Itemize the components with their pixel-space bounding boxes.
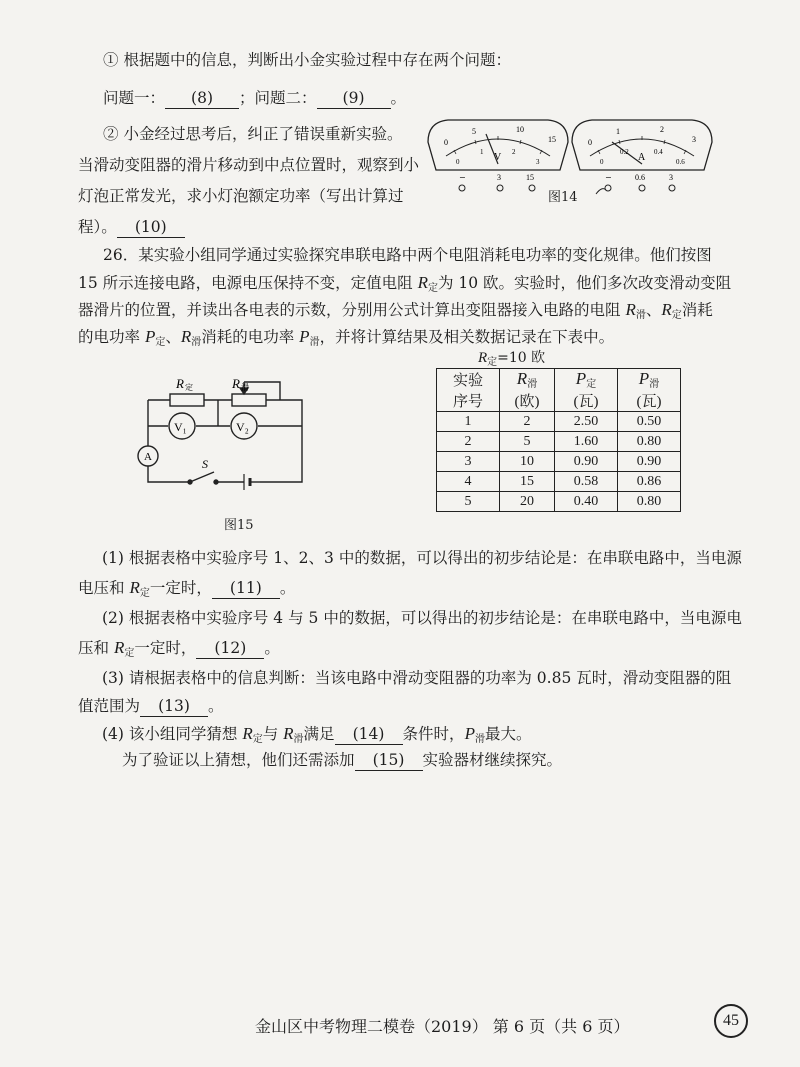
volt-inner-1: 1: [480, 148, 484, 156]
table-title-sub: 定: [487, 357, 498, 368]
item2-marker: ②: [103, 125, 119, 143]
answer-blank-9[interactable]: (9): [317, 88, 391, 109]
q26-line1: 26．某实验小组同学通过实验探究串联电路中两个电阻消耗电功率的变化规律。他们按图: [103, 246, 712, 264]
volt-outer-0: 0: [444, 138, 448, 147]
q4-line2b: 实验器材继续探究。: [422, 751, 563, 769]
table-row: [437, 472, 681, 492]
symbol-R: R: [180, 327, 192, 346]
q26-line4c: 消耗的电功率: [201, 328, 300, 346]
header-r-hua: [500, 369, 555, 412]
volt-inner-3: 3: [536, 158, 540, 166]
table-cell: 10: [500, 452, 555, 472]
subscript-hua: 滑: [309, 337, 320, 348]
header-p-hua: [618, 369, 681, 412]
volt-inner-2: 2: [512, 148, 516, 156]
answer-blank-13[interactable]: (13): [140, 696, 208, 717]
figure-15-circuit: [130, 370, 320, 495]
header-sub: 定: [586, 379, 597, 390]
question-1-line2: [78, 578, 295, 604]
fixed-resistor-icon: [170, 394, 204, 406]
answer-blank-8[interactable]: (8): [165, 88, 239, 109]
question-3-line1: (3) 请根据表格中的信息判断：当该电路中滑动变阻器的功率为 0.85 瓦时，滑动变阻器的阻: [102, 669, 732, 687]
data-table: [436, 368, 681, 512]
voltmeter-icon: [428, 120, 568, 191]
q26-line4a: 的电功率: [78, 328, 145, 346]
table-cell: 2: [500, 412, 555, 432]
subscript-hua: 滑: [635, 310, 646, 321]
q25-item2: [103, 124, 402, 144]
amp-term-neg: −: [605, 173, 612, 182]
volt-term-3: 3: [497, 173, 501, 182]
amp-inner-04: 0.4: [654, 148, 663, 156]
q26-line2: [78, 273, 731, 299]
q1-line2b: 一定时，: [149, 579, 212, 597]
amp-term-3: 3: [669, 173, 673, 182]
header-sub: 滑: [527, 379, 538, 390]
subscript-hua: 滑: [474, 734, 485, 745]
volt-term-neg: −: [459, 173, 466, 182]
header-p-ding: [555, 369, 618, 412]
table-row: [437, 432, 681, 452]
header-sym: R: [516, 369, 528, 388]
q4-line1c: 满足: [303, 725, 335, 743]
q26-line3c: 消耗: [681, 301, 713, 319]
ammeter-unit: A: [638, 152, 646, 163]
subscript-ding: 定: [252, 734, 263, 745]
amp-outer-3: 3: [692, 135, 696, 144]
symbol-R: R: [283, 724, 294, 743]
amp-inner-06: 0.6: [676, 158, 685, 166]
answer-blank-15[interactable]: (15): [355, 750, 423, 771]
period: 。: [264, 639, 280, 657]
label-R-ding-sub: 定: [185, 383, 193, 392]
q4-line1e: 最大。: [484, 725, 532, 743]
question-4-line2: [122, 750, 562, 771]
line5-prefix: 程）。: [78, 218, 117, 236]
q26-line3: [78, 300, 713, 326]
header-sub: 滑: [649, 379, 660, 390]
answer-blank-12[interactable]: (12): [196, 638, 264, 659]
symbol-R: R: [113, 638, 125, 657]
header-seq: [437, 369, 500, 412]
table-row: [437, 452, 681, 472]
table-title-value: =10 欧: [497, 350, 546, 366]
item1-marker: ①: [103, 51, 119, 69]
table-cell: 5: [437, 492, 500, 512]
voltmeter-v2-icon: V₂: [236, 420, 249, 434]
table-cell: 0.90: [618, 452, 681, 472]
table-header-row: [437, 369, 681, 412]
table-cell: 0.80: [618, 432, 681, 452]
amp-outer-1: 1: [616, 127, 620, 136]
voltmeter-v1-icon: V₁: [174, 420, 187, 434]
volt-outer-15: 15: [548, 135, 556, 144]
table-cell: 0.90: [555, 452, 618, 472]
header-sym: P: [638, 369, 650, 388]
symbol-R: R: [242, 724, 253, 743]
header-seq-line1: 实验: [452, 373, 483, 389]
q1-line2a: 电压和: [78, 579, 130, 597]
header-unit: (瓦): [573, 394, 599, 410]
item1-text: 根据题中的信息，判断出小金实验过程中存在两个问题：: [123, 51, 511, 69]
q26-line2b: 为 10 欧。实验时，他们多次改变滑动变阻: [437, 274, 732, 292]
question-2-line1: (2) 根据表格中实验序号 4 与 5 中的数据，可以得出的初步结论是：在串联电路中，当电源电: [102, 609, 742, 627]
header-unit: (欧): [514, 394, 540, 410]
problem1-label: 问题一：: [103, 89, 166, 107]
voltmeter-unit: V: [494, 152, 502, 163]
header-sym: P: [575, 369, 587, 388]
header-seq-line2: 序号: [452, 394, 483, 410]
q25-line5: [78, 217, 185, 238]
subscript-ding: 定: [124, 648, 135, 659]
question-3-line2: [78, 696, 224, 717]
volt-term-15: 15: [526, 173, 534, 182]
q26-line2a: 15 所示连接电路，电源电压保持不变，定值电阻: [78, 274, 418, 292]
table-cell: 20: [500, 492, 555, 512]
amp-outer-2: 2: [660, 125, 664, 134]
q25-line3: 当滑动变阻器的滑片移动到中点位置时，观察到小: [78, 156, 420, 174]
ammeter-icon: A: [144, 451, 152, 463]
q25-line4: 灯泡正常发光，求小灯泡额定功率（写出计算过: [78, 187, 404, 205]
q25-problems: [103, 88, 406, 109]
table-cell: 0.80: [618, 492, 681, 512]
ammeter-icon: [572, 120, 712, 194]
symbol-P: P: [464, 724, 475, 743]
label-R-hua-sub: 滑: [241, 383, 249, 392]
switch-label: S: [202, 457, 208, 471]
q26-line4b: 、: [165, 328, 181, 346]
q26-line3b: 、: [645, 301, 662, 319]
subscript-hua: 滑: [293, 734, 304, 745]
answer-blank-10[interactable]: (10): [117, 217, 185, 238]
page-footer: 金山区中考物理二模卷（2019） 第 6 页（共 6 页）: [255, 1017, 630, 1036]
volt-inner-0: 0: [456, 158, 460, 166]
table-title-R: R: [478, 350, 488, 366]
table-cell: 1.60: [555, 432, 618, 452]
q2-line2a: 压和: [78, 639, 114, 657]
table-cell: 2: [437, 432, 500, 452]
subscript-ding: 定: [427, 283, 438, 294]
figure-15-caption: 图15: [224, 518, 254, 533]
symbol-R: R: [625, 300, 636, 319]
header-unit: (瓦): [636, 394, 662, 410]
subscript-hua: 滑: [191, 337, 202, 348]
volt-outer-5: 5: [472, 127, 476, 136]
q4-line2a: 为了验证以上猜想，他们还需添加: [122, 751, 355, 769]
q26-line4d: ，并将计算结果及相关数据记录在下表中。: [319, 328, 615, 346]
question-2-line2: [78, 638, 280, 664]
figure-14-caption: 图14: [548, 190, 578, 205]
table-cell: 0.40: [555, 492, 618, 512]
question-4-line1: [102, 724, 531, 750]
subscript-ding: 定: [139, 588, 150, 599]
page-number-badge: 45: [714, 1004, 748, 1038]
period: 。: [208, 697, 224, 715]
table-cell: 0.50: [618, 412, 681, 432]
label-R-hua: R: [232, 376, 240, 391]
table-cell: 2.50: [555, 412, 618, 432]
q2-line2b: 一定时，: [134, 639, 197, 657]
symbol-P: P: [144, 327, 156, 346]
amp-inner-0: 0: [600, 158, 604, 166]
q4-line1d: 条件时，: [402, 725, 465, 743]
period: 。: [390, 89, 407, 107]
question-1-line1: (1) 根据表格中实验序号 1、2、3 中的数据，可以得出的初步结论是：在串联电路中，当电源: [102, 549, 742, 567]
table-cell: 1: [437, 412, 500, 432]
q4-line1a: (4) 该小组同学猜想: [102, 725, 243, 743]
table-cell: 0.86: [618, 472, 681, 492]
table-cell: 3: [437, 452, 500, 472]
q26-line3a: 器滑片的位置，并读出各电表的示数，分别用公式计算出变阻器接入电路的电阻: [78, 301, 626, 319]
amp-outer-0: 0: [588, 138, 592, 147]
table-cell: 0.58: [555, 472, 618, 492]
period: 。: [279, 579, 296, 597]
volt-outer-10: 10: [516, 125, 524, 134]
table-row: [437, 492, 681, 512]
subscript-ding: 定: [671, 310, 682, 321]
rheostat-icon: [232, 394, 266, 406]
symbol-R: R: [417, 273, 428, 292]
table-cell: 15: [500, 472, 555, 492]
item2-text: 小金经过思考后，纠正了错误重新实验。: [123, 125, 403, 143]
q25-item1: [103, 50, 511, 70]
symbol-P: P: [299, 327, 310, 346]
amp-term-06: 0.6: [635, 173, 645, 182]
problem2-label: ；问题二：: [239, 89, 317, 107]
table-cell: 5: [500, 432, 555, 452]
q4-line1b: 与: [262, 725, 284, 743]
q3-line2a: 值范围为: [78, 697, 141, 715]
amp-inner-02: 0.2: [620, 148, 629, 156]
symbol-R: R: [661, 300, 672, 319]
symbol-R: R: [129, 578, 140, 597]
answer-blank-11[interactable]: (11): [212, 578, 280, 599]
answer-blank-14[interactable]: (14): [335, 724, 403, 745]
table-row: [437, 412, 681, 432]
label-R-ding: R: [176, 376, 184, 391]
subscript-ding: 定: [155, 337, 166, 348]
table-cell: 4: [437, 472, 500, 492]
